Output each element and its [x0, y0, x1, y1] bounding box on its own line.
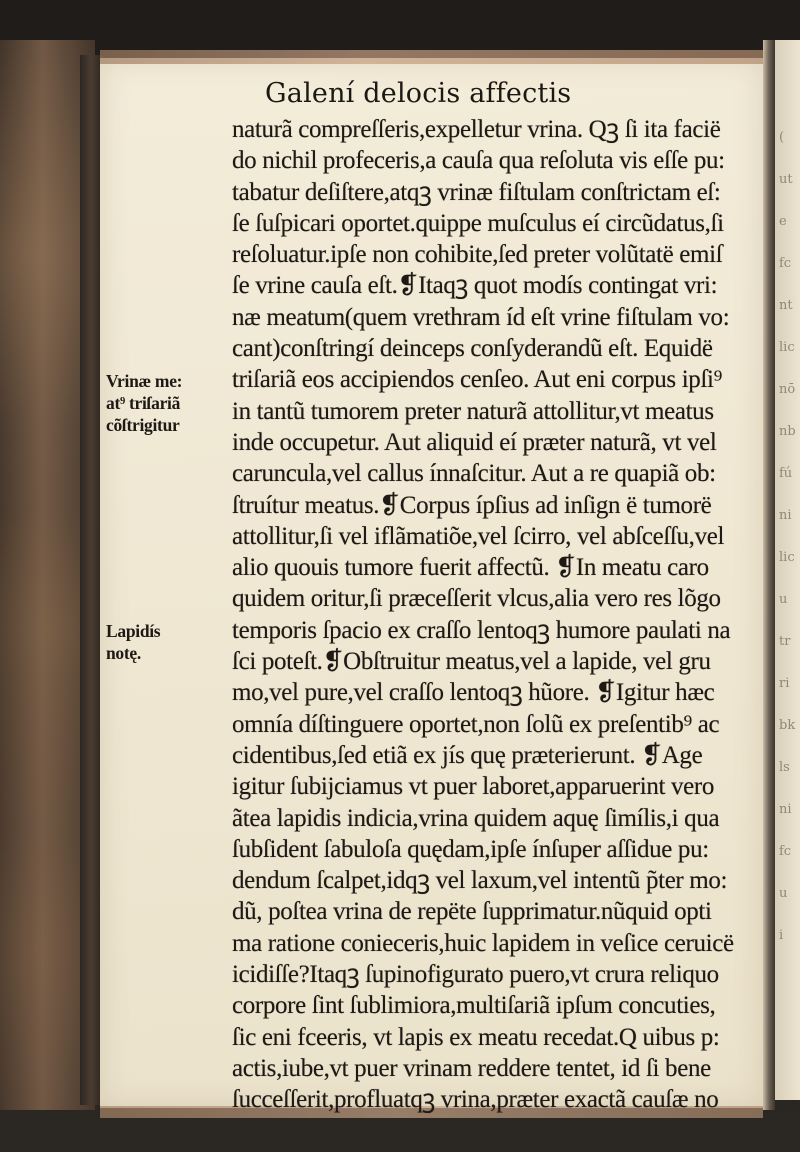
page-top-edge — [100, 50, 763, 64]
text-line: corpore ſint ſublimiora,multiſariã ipſum concuties, — [232, 992, 716, 1020]
text-line: ma ratione conieceris,huic lapidem in veſice ceruicë — [232, 929, 734, 957]
facing-page-fragment: ni — [779, 508, 792, 523]
text-line: ſucceſſerit,profluatqꝫ vrina,præter exactã cauſæ no — [232, 1086, 719, 1114]
margin-note-line: cõſtrigitur — [106, 415, 180, 435]
facing-page-fragment: fú — [779, 466, 793, 481]
text-line: igitur ſubijciamus vt puer laboret,apparuerint vero — [232, 773, 714, 801]
facing-page-fragment: i — [779, 928, 784, 943]
text-line: temporis ſpacio ex craſſo lentoqꝫ humore paulati na — [232, 616, 731, 644]
margin-note-line: at⁹ triſariã — [106, 393, 181, 413]
text-line: ſe ſuſpicari oportet.quippe muſculus eí circũdatus,ſi — [232, 209, 724, 237]
margin-note-line: notę. — [106, 643, 141, 663]
running-head: Galení delocis affectis — [265, 78, 572, 109]
facing-page-fragment: ri — [779, 676, 790, 691]
facing-page-strip — [775, 40, 800, 1100]
page-gutter — [763, 40, 775, 1110]
facing-page-fragment: ni — [779, 802, 792, 817]
facing-page-fragment: e — [779, 214, 787, 229]
text-line: caruncula,vel callus ínnaſcitur. Aut a re quapiã ob: — [232, 460, 716, 488]
facing-page-fragment: fc — [779, 844, 792, 859]
text-line: do nichil profeceris,a cauſa qua reſoluta vis eſſe pu: — [232, 147, 725, 175]
text-line: actis,iube,vt puer vrinam reddere tentet, id ſi bene — [232, 1054, 711, 1082]
margin-note-urine-passage — [106, 370, 228, 436]
text-line: cant)conſtringí deinceps conſyderandũ eſt. Equidë — [232, 335, 713, 363]
text-line: in tantũ tumorem preter naturã attollitur,vt meatus — [232, 397, 714, 425]
text-line: dendum ſcalpet,idqꝫ vel laxum,vel intentũ p̃ter mo: — [232, 867, 728, 895]
text-line: icidiſſe?Itaqꝫ ſupinofigurato puero,vt crura reliquo — [232, 961, 719, 989]
text-line: næ meatum(quem vrethram íd eſt vrine fiſtulam vo: — [232, 303, 730, 331]
facing-page-fragment: lic — [779, 550, 795, 565]
text-line: omnía díſtinguere oportet,non ſolũ ex preſentib⁹ ac — [232, 710, 720, 738]
text-line: tabatur deſiſtere,atqꝫ vrinæ fiſtulam conſtrictam eſ: — [232, 178, 721, 206]
facing-page-fragment: lic — [779, 340, 795, 355]
text-line: ãtea lapidis indicia,vrina quidem aquę ſimílis,i qua — [232, 804, 720, 832]
text-line: attollitur,ſi vel iflãmatiõe,vel ſcirro, vel abſceſſu,vel — [232, 522, 725, 550]
facing-page-fragment: u — [779, 592, 788, 607]
facing-page-fragment: nō — [779, 382, 796, 397]
facing-page-fragment: nb — [779, 424, 796, 439]
text-line: quidem oritur,ſi præceſſerit vlcus,alia vero res lõgo — [232, 585, 721, 613]
text-line: ſtruítur meatus.❡Corpus ípſius ad inſign ë tumorë — [232, 491, 712, 519]
facing-page-fragment: ( — [779, 130, 785, 145]
binding-shadow — [80, 55, 102, 1105]
text-line: cidentibus,ſed etiã ex jís quę præterierunt. ❡Age — [232, 741, 703, 769]
margin-note-line: Vrinæ me: — [106, 371, 183, 391]
facing-page-fragment: ut — [779, 172, 793, 187]
margin-note-stone-signs — [106, 620, 228, 664]
body-text — [232, 114, 742, 1116]
text-line: ſci poteſt.❡Obſtruitur meatus,vel a lapide, vel gru — [232, 648, 711, 676]
text-line: ſic eni fceeris, vt lapis ex meatu recedat.Q uibus p: — [232, 1023, 720, 1051]
facing-page-fragment: ls — [779, 760, 790, 775]
text-line: alio quouis tumore fuerit affectũ. ❡In meatu caro — [232, 554, 709, 582]
text-line: ſe vrine cauſa eſt.❡Itaqꝫ quot modís contingat vri: — [232, 272, 718, 300]
facing-page-fragment: nt — [779, 298, 793, 313]
text-line: triſariã eos accipiendos cenſeo. Aut eni corpus ipſi⁹ — [232, 366, 723, 394]
text-line: reſoluatur.ipſe non cohibite,ſed preter volũtatë emiſ — [232, 241, 723, 269]
facing-page-fragment: tr — [779, 634, 791, 649]
text-line: inde occupetur. Aut aliquid eí præter naturã, vt vel — [232, 428, 717, 456]
text-line: mo,vel pure,vel craſſo lentoqꝫ hũore. ❡Igitur hæc — [232, 679, 715, 707]
text-line: ſubſident ſabuloſa quędam,ipſe ínſuper aſſidue pu: — [232, 835, 709, 863]
text-line: naturã compreſſeris,expelletur vrina. Qꝫ ſi ita facië — [232, 116, 721, 143]
facing-page-fragment: bk — [779, 718, 796, 733]
margin-note-line: Lapidís — [106, 621, 161, 641]
facing-page-fragment: fc — [779, 256, 792, 271]
facing-page-fragment: u — [779, 886, 788, 901]
text-line: dũ, poſtea vrina de repëte ſupprimatur.nũquid opti — [232, 898, 712, 926]
